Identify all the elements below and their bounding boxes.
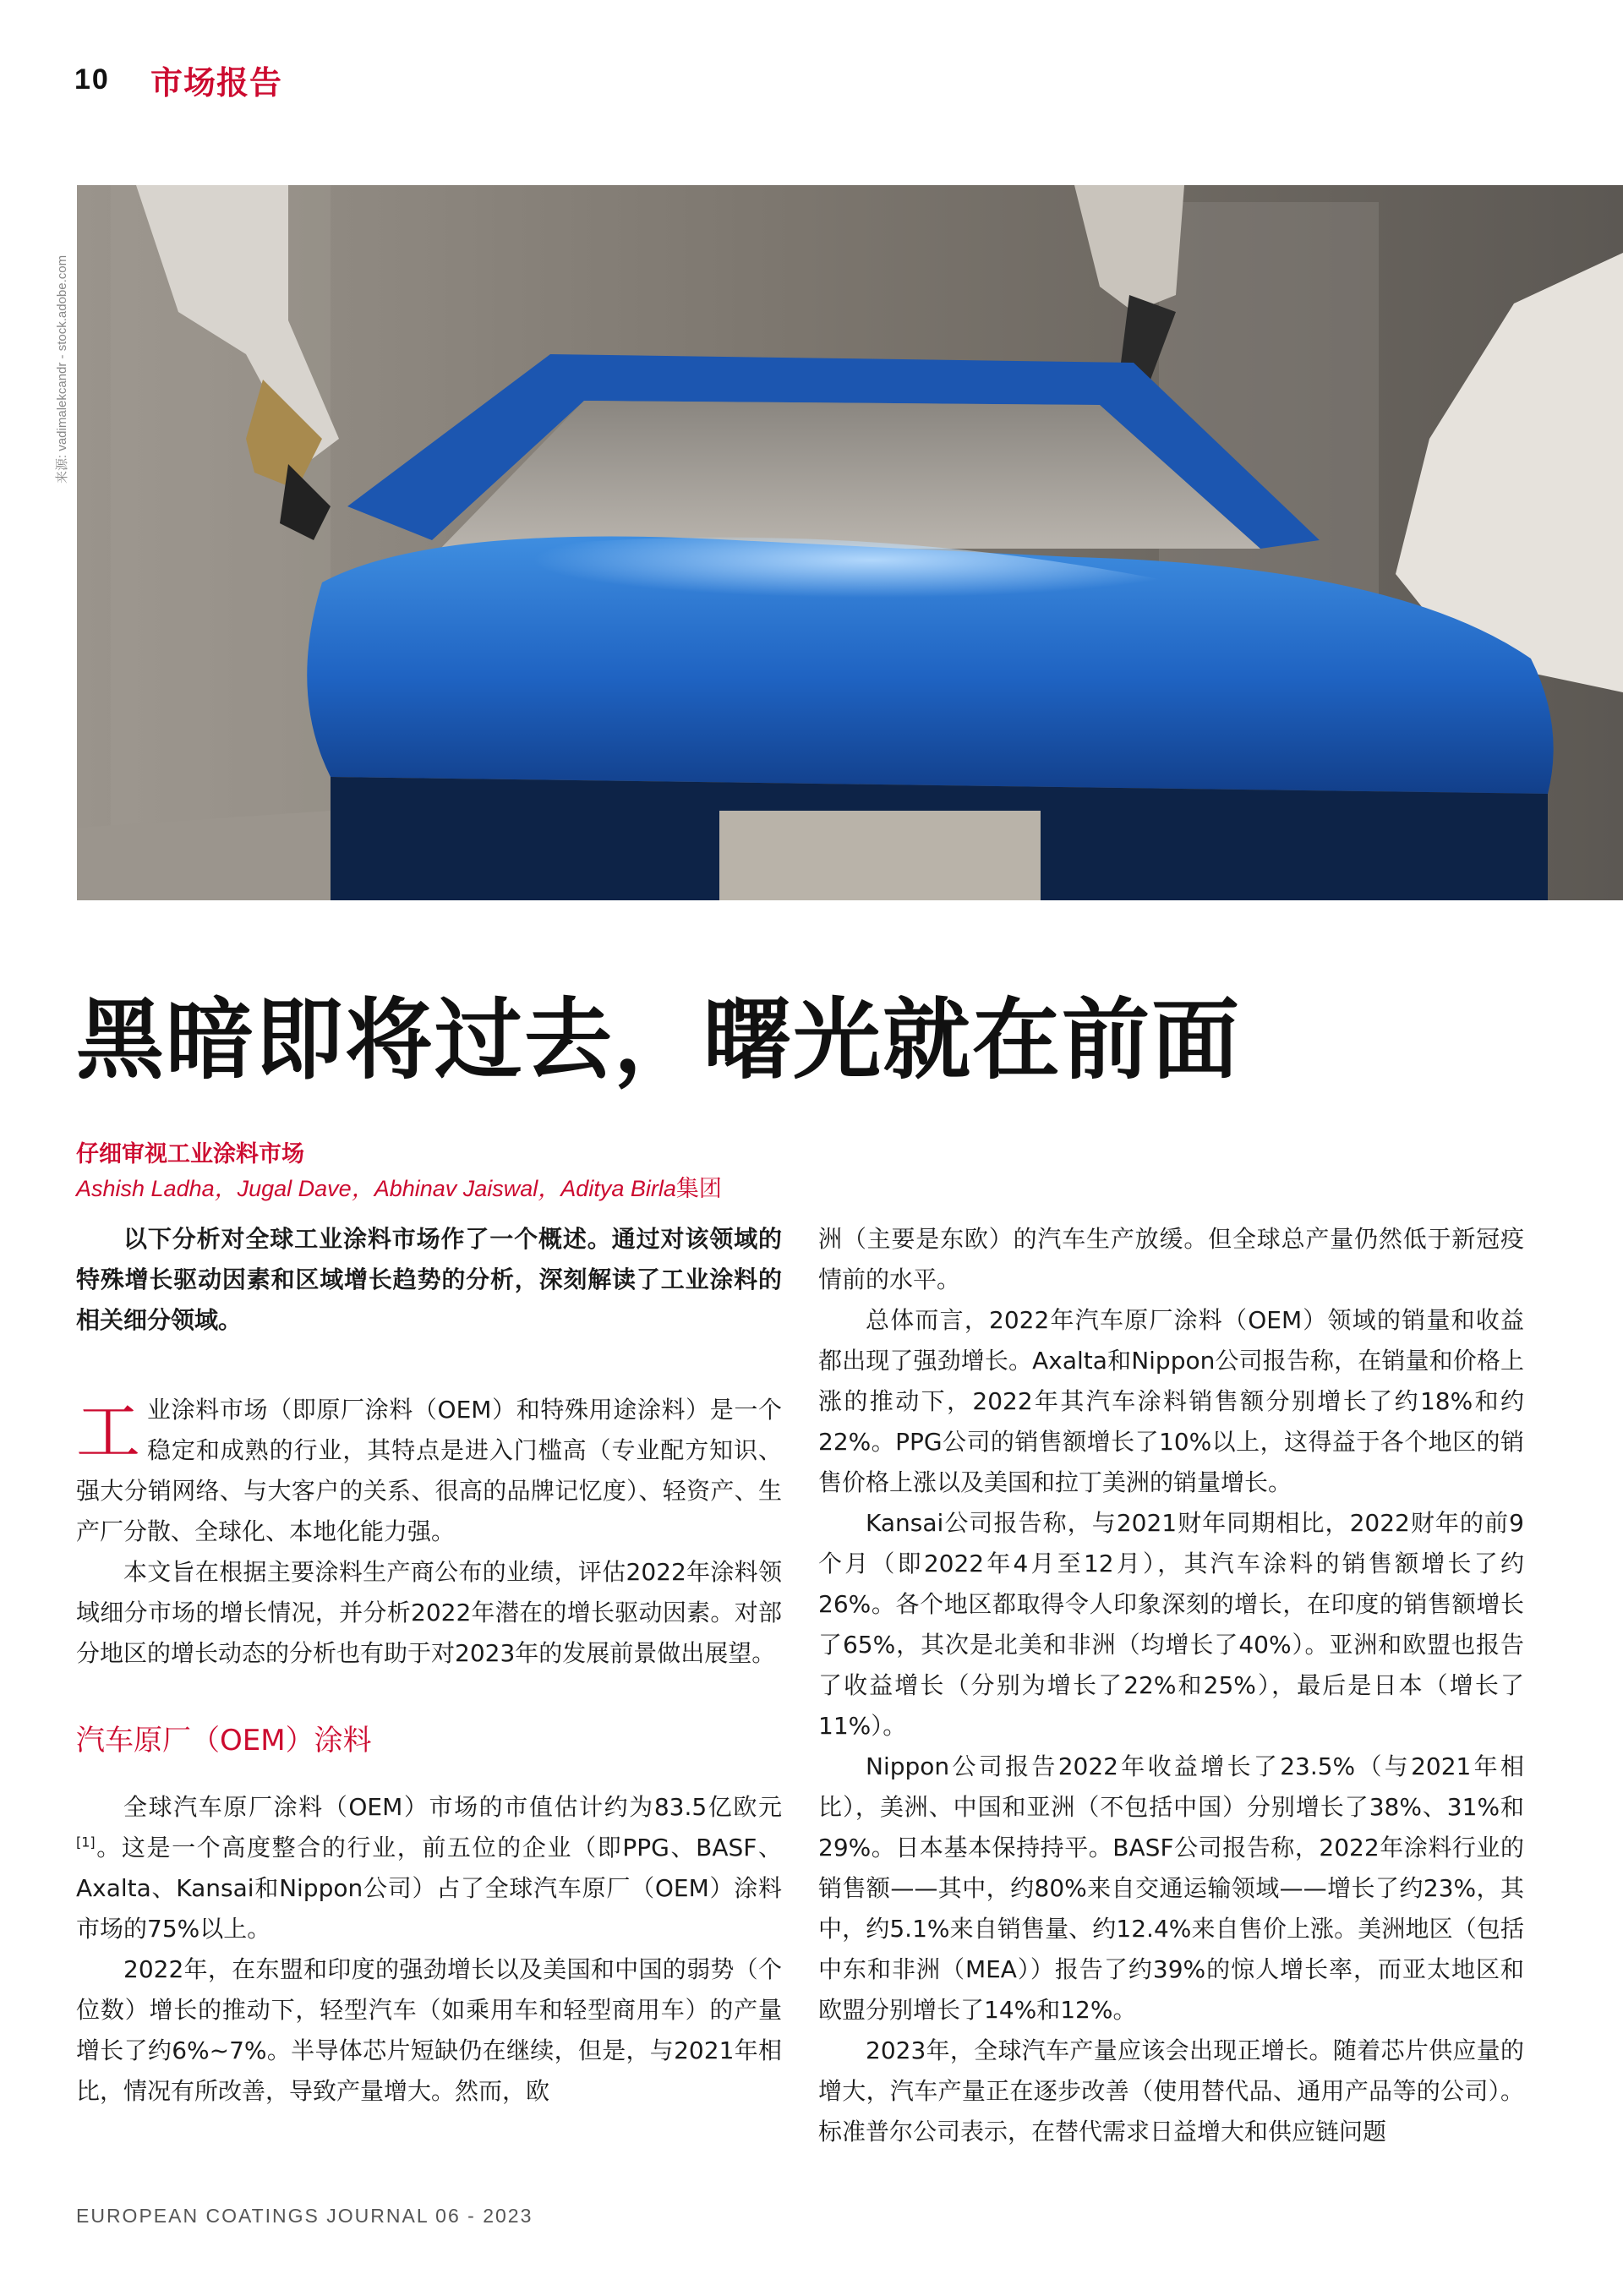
lead-paragraph: 以下分析对全球工业涂料市场作了一个概述。通过对该领域的特殊增长驱动因素和区域增长趋势的分析，深刻解读了工业涂料的相关细分领域。	[76, 1225, 782, 1334]
body-paragraph-7: Kansai公司报告称，与2021财年同期相比，2022财年的前9个月（即2022年4月至12月），其汽车涂料的销售额增长了约26%。各个地区都取得令人印象深刻的增长，在印度的销售额增长了65%，其次是北美和非洲（均增长了40%）。亚洲和欧盟也报告了收益增长（分别为增长了22%和25%），最后是日本（增长了11%）。	[818, 1509, 1524, 1740]
body-paragraph-8: Nippon公司报告2022年收益增长了23.5%（与2021年相比），美洲、中国和亚洲（不包括中国）分别增长了38%、31%和29%。日本基本保持持平。BASF公司报告称，2022年涂料行业的销售额——其中，约80%来自交通运输领域——增长了约23%，其中，约5.1%来自销售量、约12.4%来自售价上涨。美洲地区（包括中东和非洲（MEA））报告了约39%的惊人增长率，而亚太地区和欧盟分别增长了14%和12%。	[818, 1752, 1524, 2024]
page-header	[74, 54, 282, 105]
page-number: 10	[74, 63, 110, 96]
body-paragraph-4: 2022年，在东盟和印度的强劲增长以及美国和中国的弱势（个位数）增长的推动下，轻型汽车（如乘用车和轻型商用车）的产量增长了约6%~7%。半导体芯片短缺仍在继续，但是，与2021年相比，情况有所改善，导致产量增大。然而，欧	[76, 1955, 782, 2105]
body-paragraph-1: 工业涂料市场（即原厂涂料（OEM）和特殊用途涂料）是一个稳定和成熟的行业，其特点是进入门槛高（专业配方知识、强大分销网络、与大客户的关系、很高的品牌记忆度）、轻资产、生产厂分散、全球化、本地化能力强。	[76, 1394, 782, 1545]
left-column	[76, 1219, 782, 2112]
reference-1: [1]	[76, 1834, 96, 1850]
body-paragraph-5: 洲（主要是东欧）的汽车生产放缓。但全球总产量仍然低于新冠疫情前的水平。	[818, 1225, 1524, 1293]
authors-names: Ashish Ladha，Jugal Dave，Abhinav Jaiswal，Aditya Birla	[76, 1176, 676, 1201]
hero-photo	[77, 185, 1623, 900]
section-heading-oem: 汽车原厂（OEM）涂料	[76, 1724, 372, 1758]
body-paragraph-6: 总体而言，2022年汽车原厂涂料（OEM）领域的销量和收益都出现了强劲增长。Axalta和Nippon公司报告称，在销量和价格上涨的推动下，2022年其汽车涂料销售额分别增长了约18%和约22%。PPG公司的销售额增长了10%以上，这得益于各个地区的销售价格上涨以及美国和拉丁美洲的销量增长。	[818, 1306, 1524, 1496]
journal-footer: EUROPEAN COATINGS JOURNAL 06 - 2023	[76, 2205, 533, 2227]
drop-cap: 工	[76, 1394, 140, 1469]
body-paragraph-9: 2023年，全球汽车产量应该会出现正增长。随着芯片供应量的增大，汽车产量正在逐步改善（使用替代品、通用产品等的公司）。标准普尔公司表示，在替代需求日益增大和供应链问题	[818, 2036, 1524, 2146]
car-paint-booth-image	[77, 185, 1623, 900]
section-title: 市场报告	[150, 63, 283, 101]
photo-credit: 来源: vadimalekcandr - stock.adobe.com	[55, 254, 69, 484]
body-paragraph-3: 全球汽车原厂涂料（OEM）市场的市值估计约为83.5亿欧元[1]。这是一个高度整合的行业，前五位的企业（即PPG、BASF、Axalta、Kansai和Nippon公司）占了全球汽车原厂（OEM）涂料市场的75%以上。	[76, 1793, 782, 1943]
article-authors	[76, 1170, 722, 1203]
authors-suffix: 集团	[675, 1176, 722, 1202]
right-column	[818, 1219, 1524, 2152]
article-title: 黑暗即将过去，曙光就在前面	[76, 988, 1242, 1091]
body-paragraph-2: 本文旨在根据主要涂料生产商公布的业绩，评估2022年涂料领域细分市场的增长情况，并分析2022年潜在的增长驱动因素。对部分地区的增长动态的分析也有助于对2023年的发展前景做出展望。	[76, 1558, 782, 1667]
article-subtitle: 仔细审视工业涂料市场	[76, 1141, 304, 1167]
